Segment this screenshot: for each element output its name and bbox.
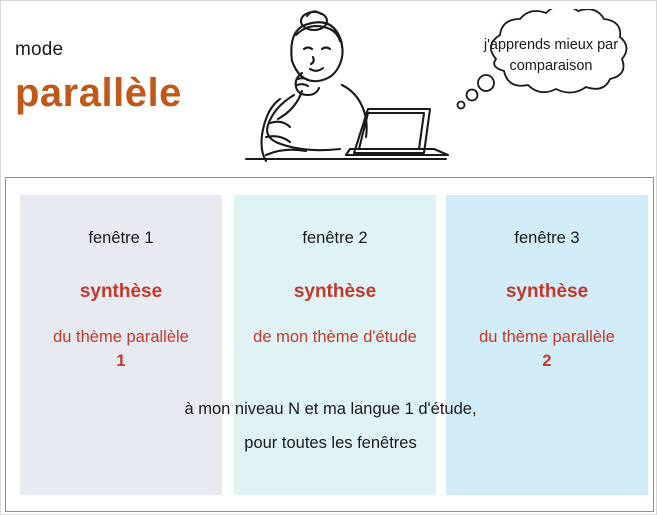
window-3-subtitle-bold: 2 <box>542 351 552 370</box>
window-2-emphasis: synthèse <box>293 281 377 302</box>
window-1-subtitle-text: du thème parallèle <box>53 328 189 346</box>
window-3-subtitle <box>446 326 648 374</box>
footer-line-2: pour toutes les fenêtres <box>244 434 417 452</box>
thought-bubble-text: j'apprends mieux par comparaison <box>483 37 619 75</box>
window-2-subtitle-text: de mon thème d'étude <box>253 328 417 346</box>
window-3-header: fenêtre 3 <box>514 229 580 247</box>
windows-columns <box>6 178 655 513</box>
window-3-emphasis: synthèse <box>505 281 589 302</box>
window-2-header: fenêtre 2 <box>302 229 368 247</box>
header <box>1 1 657 173</box>
window-1-emphasis: synthèse <box>79 281 163 302</box>
window-3-subtitle-text: du thème parallèle <box>479 328 615 346</box>
window-1-subtitle-bold: 1 <box>116 351 126 370</box>
window-1-subtitle <box>20 326 222 374</box>
window-1-header: fenêtre 1 <box>88 229 154 247</box>
page-title: parallèle <box>15 71 182 115</box>
parallel-mode-panel <box>5 177 654 512</box>
mode-label: mode <box>15 39 64 60</box>
footer-line-1: à mon niveau N et ma langue 1 d'étude, <box>184 400 477 418</box>
window-2-subtitle <box>234 326 436 350</box>
student-at-laptop-icon <box>206 3 466 173</box>
